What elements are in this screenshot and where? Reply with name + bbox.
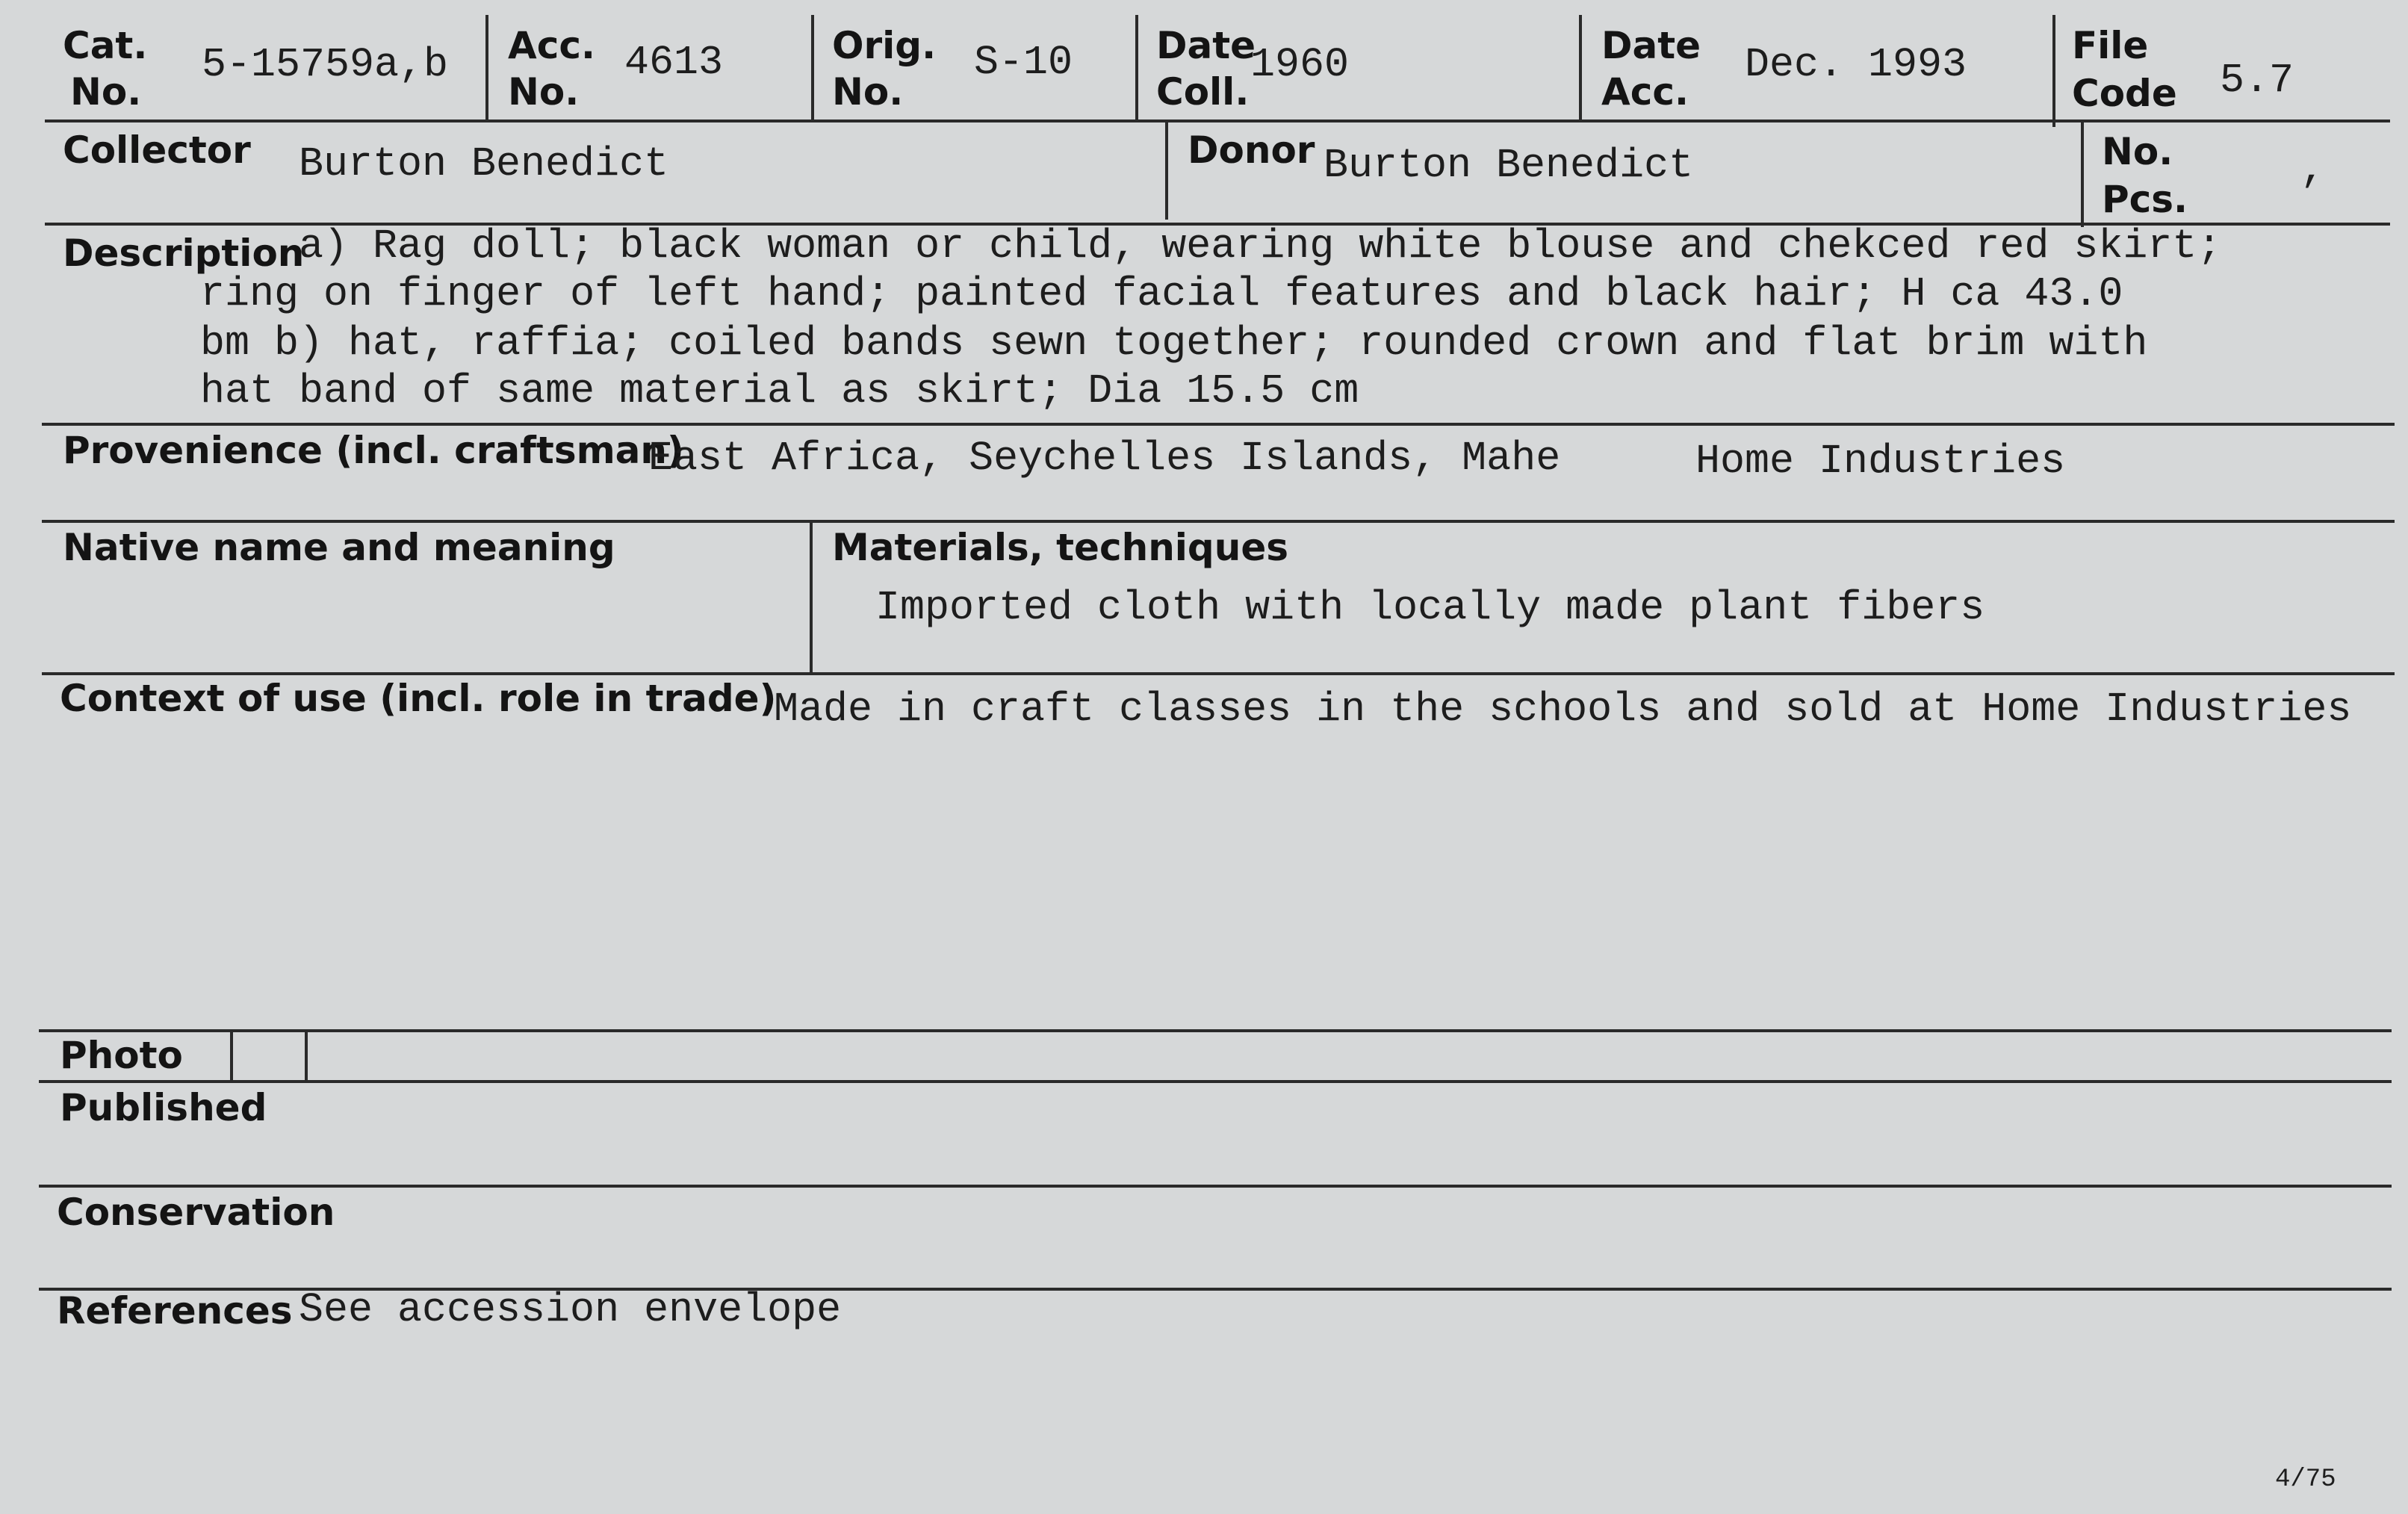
rule	[42, 520, 2395, 523]
date-coll-value: 1960	[1250, 41, 1350, 88]
description-line: hat band of same material as skirt; Dia 15.5 cm	[200, 367, 1359, 415]
cat-no-value: 5-15759a,b	[202, 41, 449, 88]
rule	[39, 1185, 2392, 1188]
provenience-value: East Africa, Seychelles Islands, Mahe	[648, 435, 1561, 482]
header-divider	[2052, 15, 2055, 127]
rule	[39, 1029, 2392, 1032]
acc-no-label-2: No.	[508, 70, 580, 114]
row-divider	[2081, 122, 2084, 227]
photo-label: Photo	[60, 1034, 183, 1077]
orig-no-label-2: No.	[832, 70, 904, 114]
description-line: ring on finger of left hand; painted facial features and black hair; H ca 43.0	[200, 270, 2123, 317]
date-coll-label-1: Date	[1156, 24, 1256, 67]
file-code-label-1: File	[2072, 24, 2149, 67]
rule	[39, 1080, 2392, 1083]
orig-no-label-1: Orig.	[832, 24, 937, 67]
header-divider	[1135, 15, 1138, 120]
date-acc-value: Dec. 1993	[1745, 41, 1967, 88]
rule	[45, 120, 2390, 122]
row-divider	[1165, 122, 1168, 220]
date-acc-label-2: Acc.	[1601, 70, 1689, 114]
provenience-label: Provenience (incl. craftsman)	[63, 429, 684, 472]
cat-no-label-2: No.	[70, 70, 142, 114]
materials-label: Materials, techniques	[832, 526, 1288, 569]
cat-no-label-1: Cat.	[63, 24, 148, 67]
photo-box-divider	[305, 1031, 308, 1080]
acc-no-label-1: Acc.	[508, 24, 595, 67]
published-label: Published	[60, 1086, 267, 1129]
row-divider	[810, 523, 813, 672]
file-code-value: 5.7	[2220, 57, 2294, 104]
header-divider	[485, 15, 488, 120]
header-divider	[1579, 15, 1582, 120]
file-code-label-2: Code	[2072, 72, 2177, 115]
conservation-label: Conservation	[57, 1191, 335, 1234]
native-name-label: Native name and meaning	[63, 526, 615, 569]
no-pcs-value: ,	[2300, 146, 2326, 193]
no-pcs-label-2: Pcs.	[2102, 178, 2188, 221]
donor-label: Donor	[1188, 128, 1315, 172]
date-coll-label-2: Coll.	[1156, 70, 1250, 114]
provenience-value-2: Home Industries	[1695, 438, 2066, 485]
collector-value: Burton Benedict	[299, 140, 669, 187]
materials-value: Imported cloth with locally made plant fibers	[875, 584, 1985, 631]
orig-no-value: S-10	[974, 39, 1073, 86]
description-line: a) Rag doll; black woman or child, wearing white blouse and chekced red skirt;	[299, 223, 2222, 270]
date-acc-label-1: Date	[1601, 24, 1701, 67]
photo-box-divider	[230, 1031, 233, 1080]
description-line: bm b) hat, raffia; coiled bands sewn together; rounded crown and flat brim with	[200, 320, 2148, 367]
references-label: References	[57, 1289, 293, 1332]
rule	[42, 423, 2395, 426]
card-print-code: 4/75	[2275, 1465, 2336, 1494]
references-value: See accession envelope	[299, 1286, 842, 1333]
no-pcs-label-1: No.	[2102, 130, 2173, 173]
header-divider	[811, 15, 814, 120]
acc-no-value: 4613	[624, 39, 724, 86]
collector-label: Collector	[63, 128, 251, 172]
description-label: Description	[63, 232, 305, 275]
context-value: Made in craft classes in the schools and sold at Home Industries	[774, 686, 2352, 733]
donor-value: Burton Benedict	[1324, 142, 1694, 189]
context-label: Context of use (incl. role in trade)	[60, 677, 777, 720]
